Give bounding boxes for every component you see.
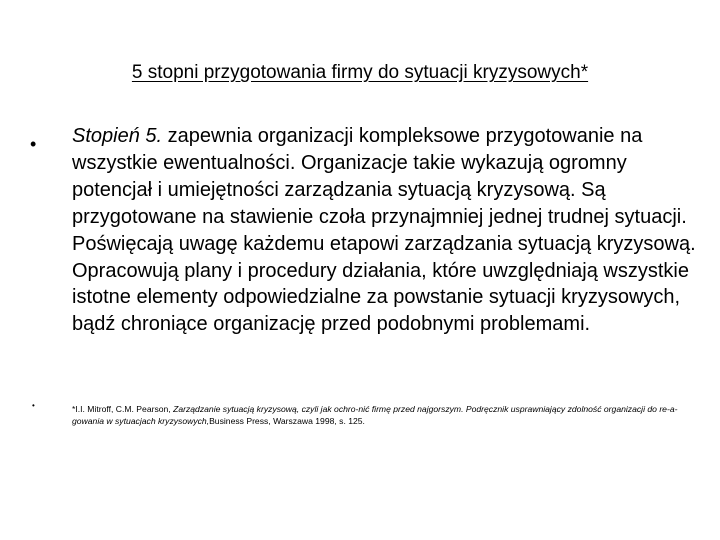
main-bullet-text — [72, 123, 708, 338]
main-bullet-marker: • — [30, 134, 37, 154]
slide-title: 5 stopni przygotowania firmy do sytuacji kryzysowych* — [131, 62, 589, 83]
footnote-bullet-marker: • — [32, 401, 35, 410]
footnote-book-title: Zarządzanie sytuacją kryzysową, czyli jak ochro-nić firmę przed najgorszym. Podręcznik usprawniający zdolność organizacji do re-a-gowania w sytuacjach kryzysowych, — [72, 404, 678, 426]
footnote-authors: *I.I. Mitroff, C.M. Pearson, — [72, 404, 174, 414]
footnote — [72, 403, 688, 427]
stage-description: zapewnia organizacji kompleksowe przygotowanie na wszystkie ewentualności. Organizacje takie wykazują ogromny potencjał i umiejętności zarządzania sytuacją kryzysową. Są przygotowane na stawienie czoła przynajmniej jednej trudnej sytuacji. Poświęcają uwagę każdemu etapowi zarządzania sytuacją kryzysową. Opracowują plany i procedury działania, które uwzględniają wszystkie istotne elementy odpowiedzialne za powstanie sytuacji kryzysowych, bądź chroniące organizację przed podobnymi problemami. — [72, 125, 696, 336]
footnote-publisher: Business Press, Warszawa 1998, s. 125. — [209, 416, 365, 426]
stage-label: Stopień 5. — [72, 125, 163, 147]
